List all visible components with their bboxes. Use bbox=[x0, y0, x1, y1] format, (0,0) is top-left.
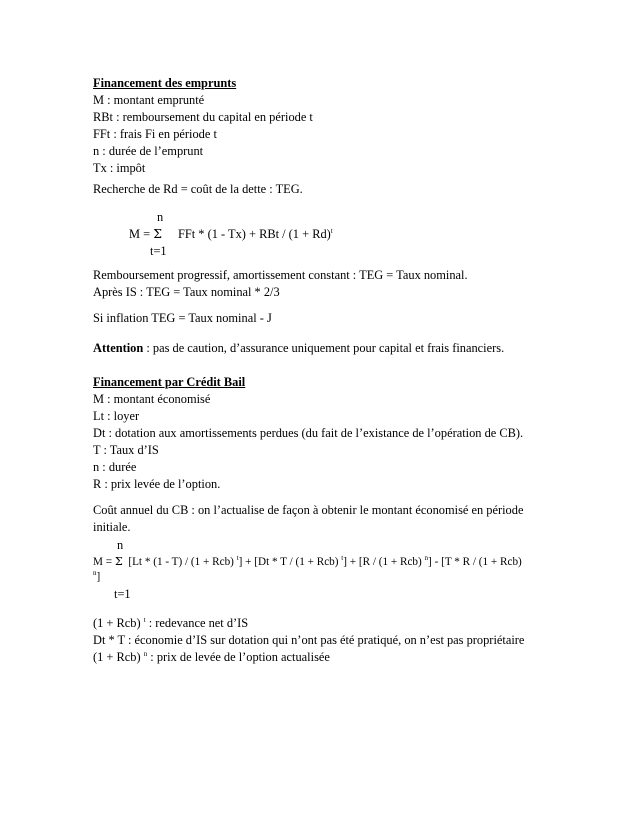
note-part: : prix de levée de l’option actualisée bbox=[147, 650, 330, 664]
sigma-symbol: Σ bbox=[114, 555, 123, 568]
sigma-symbol: Σ bbox=[153, 226, 162, 241]
remboursement-line: Remboursement progressif, amortissement constant : TEG = Taux nominal. bbox=[93, 268, 468, 282]
formula-cb-wrap bbox=[93, 569, 100, 585]
formula-part: ] - [T * R / (1 + Rcb) bbox=[428, 556, 522, 568]
formula-emprunt bbox=[129, 226, 333, 242]
section-title-credit-bail: Financement par Crédit Bail bbox=[93, 375, 246, 389]
note-part: (1 + Rcb) bbox=[93, 650, 144, 664]
definition-line: Tx : impôt bbox=[93, 161, 146, 175]
formula-cb-upper-bound: n bbox=[117, 538, 124, 552]
note-part: (1 + Rcb) bbox=[93, 616, 144, 630]
definition-line: FFt : frais Fi en période t bbox=[93, 127, 217, 141]
note-redevance bbox=[93, 615, 248, 631]
formula-left: M = bbox=[129, 227, 154, 241]
formula-part: ] + [Dt * T / (1 + Rcb) bbox=[238, 556, 342, 568]
formula-part: ] bbox=[96, 571, 101, 583]
note-levee bbox=[93, 649, 330, 665]
note-economie: Dt * T : économie d’IS sur dotation qui n’ont pas été pratiqué, on n’est pas propriétaire bbox=[93, 633, 525, 647]
definition-line: Dt : dotation aux amortissements perdues (du fait de l’existance de l’opération de CB). bbox=[93, 426, 524, 440]
definition-line: Lt : loyer bbox=[93, 409, 140, 423]
formula-lower-bound: t=1 bbox=[150, 244, 167, 258]
definition-line: RBt : remboursement du capital en période t bbox=[93, 110, 313, 124]
formula-part: ] + [R / (1 + Rcb) bbox=[343, 556, 425, 568]
attention-line bbox=[93, 340, 504, 356]
formula-exponent: t bbox=[330, 227, 333, 235]
note-exponent: n bbox=[143, 650, 148, 658]
recherche-line: Recherche de Rd = coût de la dette : TEG. bbox=[93, 182, 303, 196]
formula-upper-bound: n bbox=[157, 210, 164, 224]
formula-exponent: t bbox=[236, 554, 239, 562]
definition-line: n : durée de l’emprunt bbox=[93, 144, 204, 158]
note-exponent: t bbox=[143, 616, 146, 624]
definition-line: n : durée bbox=[93, 460, 137, 474]
formula-cb-lower-bound: t=1 bbox=[114, 587, 131, 601]
formula-exponent: n bbox=[424, 554, 429, 562]
attention-text: : pas de caution, d’assurance uniquement pour capital et frais financiers. bbox=[143, 341, 505, 355]
apres-is-line: Après IS : TEG = Taux nominal * 2/3 bbox=[93, 285, 280, 299]
formula-part: M = bbox=[93, 556, 115, 568]
definition-line: M : montant emprunté bbox=[93, 93, 205, 107]
attention-label: Attention bbox=[93, 341, 144, 355]
definition-line: T : Taux d’IS bbox=[93, 443, 159, 457]
cout-annuel-line-2: initiale. bbox=[93, 520, 131, 534]
definition-line: R : prix levée de l’option. bbox=[93, 477, 221, 491]
inflation-line: Si inflation TEG = Taux nominal - J bbox=[93, 311, 272, 325]
formula-credit-bail bbox=[93, 554, 522, 570]
formula-part: [Lt * (1 - T) / (1 + Rcb) bbox=[122, 556, 237, 568]
definition-line: M : montant économisé bbox=[93, 392, 211, 406]
section-title-emprunts: Financement des emprunts bbox=[93, 76, 237, 90]
formula-exponent: t bbox=[341, 554, 344, 562]
note-part: : redevance net d’IS bbox=[145, 616, 249, 630]
formula-exponent: n bbox=[93, 569, 97, 577]
cout-annuel-line: Coût annuel du CB : on l’actualise de façon à obtenir le montant économisé en période bbox=[93, 503, 524, 517]
formula-body: FFt * (1 - Tx) + RBt / (1 + Rd) bbox=[177, 227, 331, 241]
